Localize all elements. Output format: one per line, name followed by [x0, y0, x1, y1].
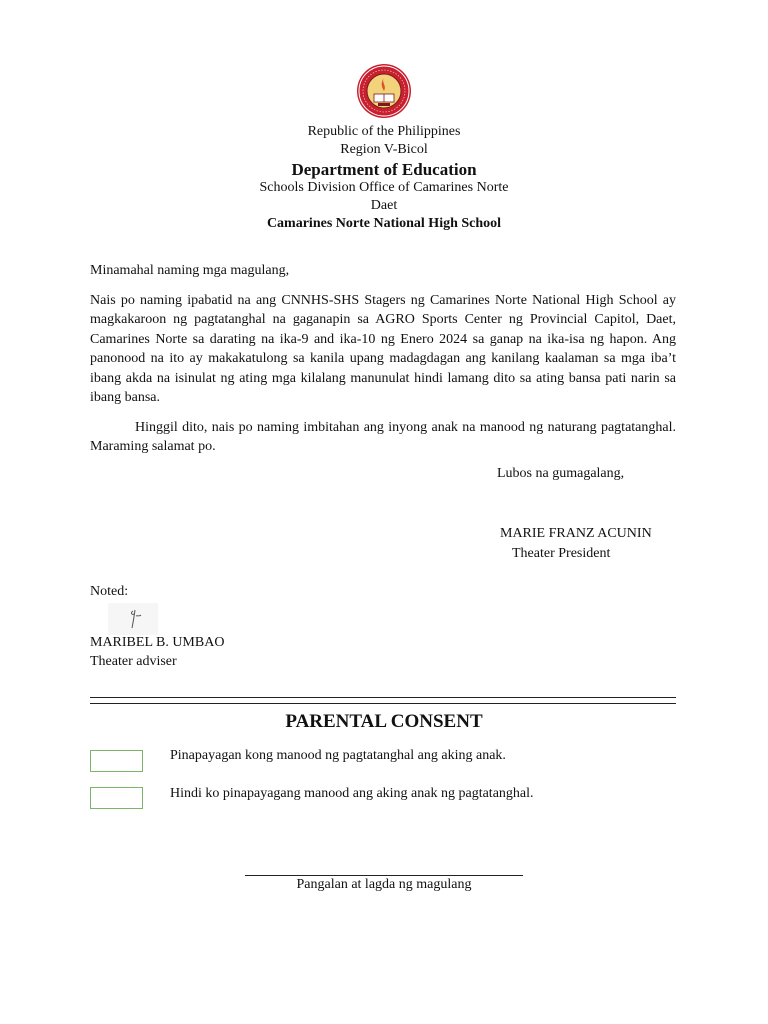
school-seal-logo — [356, 63, 412, 119]
header-city: Daet — [370, 198, 398, 213]
consent-deny-label: Hindi ko pinapayagang manood ang aking anak ng pagtatanghal. — [170, 786, 534, 801]
header-department: Department of Education — [291, 160, 477, 179]
double-line-divider — [90, 697, 676, 704]
parent-signature-caption: Pangalan at lagda ng magulang — [296, 877, 472, 892]
parent-signature-line — [245, 875, 523, 876]
letter-salutation: Minamahal naming mga magulang, — [90, 263, 290, 278]
letter-closing: Lubos na gumagalang, — [497, 466, 625, 481]
letter-paragraph-2: Hinggil dito, nais po naming imbitahan ang inyong anak na manood ng naturang pagtatanghal. Maraming salamat po. — [90, 420, 676, 455]
header-school: Camarines Norte National High School — [266, 216, 502, 231]
adviser-name: MARIBEL B. UMBAO — [90, 635, 225, 650]
consent-allow-checkbox[interactable] — [90, 750, 143, 772]
signer-title: Theater President — [512, 546, 611, 561]
header-republic: Republic of the Philippines — [307, 124, 461, 139]
consent-deny-checkbox[interactable] — [90, 787, 143, 809]
letter-paragraph-1: Nais po naming ipabatid na ang CNNHS-SHS Stagers ng Camarines Norte National High School ay magkakaroon ng pagtatanghal na gaganapin sa AGRO Sports Center ng Provincial Capitol, Daet, Camarines Norte sa darating na ika-9 and ika-10 ng Enero 2024 sa ganap na ika-isa ng hapon. Ang panonood na ito ay makakatulong sa kanila upang madagdagan ang kanilang kaalaman sa mga iba’t ibang akda na isinulat ng ating mga kilalang manunulat hindi lamang dito sa ating bansa pati narin sa ibang bansa. — [90, 293, 676, 406]
header-division: Schools Division Office of Camarines Norte — [259, 180, 509, 195]
consent-allow-label: Pinapayagan kong manood ng pagtatanghal ang aking anak. — [170, 748, 506, 763]
adviser-title: Theater adviser — [90, 654, 177, 669]
noted-label: Noted: — [90, 584, 129, 599]
header-region: Region V-Bicol — [340, 142, 428, 157]
handwritten-signature — [108, 603, 158, 635]
signer-name: MARIE FRANZ ACUNIN — [500, 526, 652, 541]
consent-title: PARENTAL CONSENT — [285, 711, 483, 732]
